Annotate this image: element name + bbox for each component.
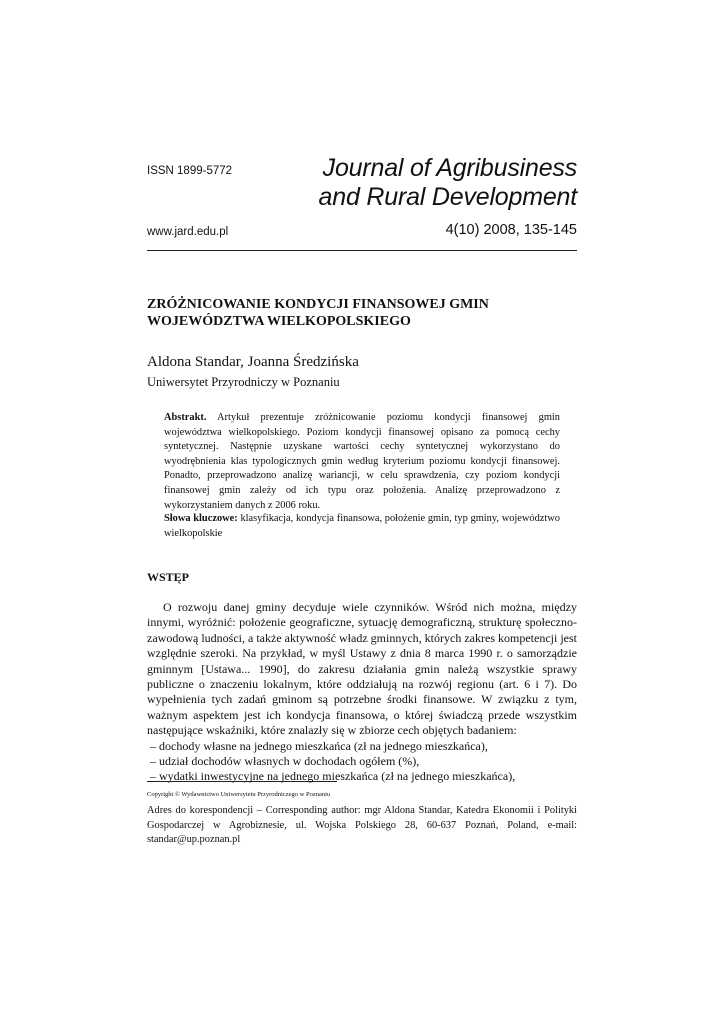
- indicator-list: [147, 739, 577, 785]
- keywords-label: Słowa kluczowe:: [164, 513, 238, 524]
- header-divider: [147, 250, 577, 251]
- list-item: – udział dochodów własnych w dochodach ogółem (%),: [150, 754, 420, 769]
- journal-title-line1: Journal of Agribusiness: [322, 154, 577, 182]
- footnote-divider: [147, 781, 337, 782]
- article-title: [147, 296, 577, 330]
- body-paragraph: O rozwoju danej gminy decyduje wiele czynników. Wśród nich można, między innymi, wyróżnić: położenie geograficzne, sytuację demograficzną, strukturę społeczno-zawodową ludności, a także aktywność władz gminnych, których zakres kompetencji jest względnie szeroki. Na przykład, w myśl Ustawy z dnia 8 marca 1990 r. o samorządzie gminnym [Ustawa... 1990], do zakresu działania gmin należą wszystkie sprawy publiczne o znaczeniu lokalnym, które oddziałują na rozwój regionu (art. 6 i 7). Do wypełnienia tych zadań gminom są potrzebne środki finansowe. W związku z tym, ważnym aspektem jest ich kondycja finansowa, o której świadczą przede wszystkim następujące wskaźniki, które znalazły się w zbiorze cech objętych badaniem:: [147, 600, 577, 738]
- abstract: [164, 411, 560, 513]
- journal-title: [319, 154, 577, 212]
- keywords-text: klasyfikacja, kondycja finansowa, położenie gmin, typ gminy, województwo wielkopolskie: [164, 513, 560, 539]
- list-item: – wydatki inwestycyjne na jednego mieszkańca (zł na jednego mieszkańca),: [150, 769, 516, 784]
- abstract-label: Abstrakt.: [164, 412, 207, 423]
- keywords: [164, 512, 560, 541]
- issn: ISSN 1899-5772: [147, 165, 233, 177]
- journal-website[interactable]: www.jard.edu.pl: [147, 226, 229, 238]
- body-text: [147, 600, 577, 785]
- correspondence-address: Adres do korespondencji – Corresponding author: mgr Aldona Standar, Katedra Ekonomii i Polityki Gospodarczej w Agrobiznesie, ul. Wojska Polskiego 28, 60-637 Poznań, Poland, e-mail: standar@up.poznan.pl: [147, 805, 577, 846]
- volume-pages: 4(10) 2008, 135-145: [445, 222, 577, 238]
- copyright-notice: Copyright © Wydawnictwo Uniwersytetu Przyrodniczego w Poznaniu: [147, 791, 331, 798]
- article-title-line2: WOJEWÓDZTWA WIELKOPOLSKIEGO: [147, 314, 411, 329]
- journal-title-line2: and Rural Development: [318, 183, 577, 211]
- list-item: – dochody własne na jednego mieszkańca (zł na jednego mieszkańca),: [150, 738, 488, 753]
- abstract-text: Artykuł prezentuje zróżnicowanie poziomu kondycji finansowej gmin województwa wielkopolskiego. Poziom kondycji finansowej opisano za pomocą cechy syntetycznej. Następnie uzyskane wartości cechy syntetycznej wykorzystano do wyodrębnienia klas typologicznych gmin według kryterium poziomu kondycji finansowej. Ponadto, przeprowadzono analizę wariancji, w celu sprawdzenia, czy poziom kondycji finansowej gmin zależy od ich typu oraz położenia. Analizę przeprowadzono z wykorzystaniem danych z 2006 roku.: [164, 412, 560, 511]
- section-heading: WSTĘP: [147, 570, 190, 584]
- affiliation: Uniwersytet Przyrodniczy w Poznaniu: [147, 375, 340, 389]
- article-title-line1: ZRÓŻNICOWANIE KONDYCJI FINANSOWEJ GMIN: [147, 297, 489, 312]
- authors: Aldona Standar, Joanna Średzińska: [147, 354, 359, 370]
